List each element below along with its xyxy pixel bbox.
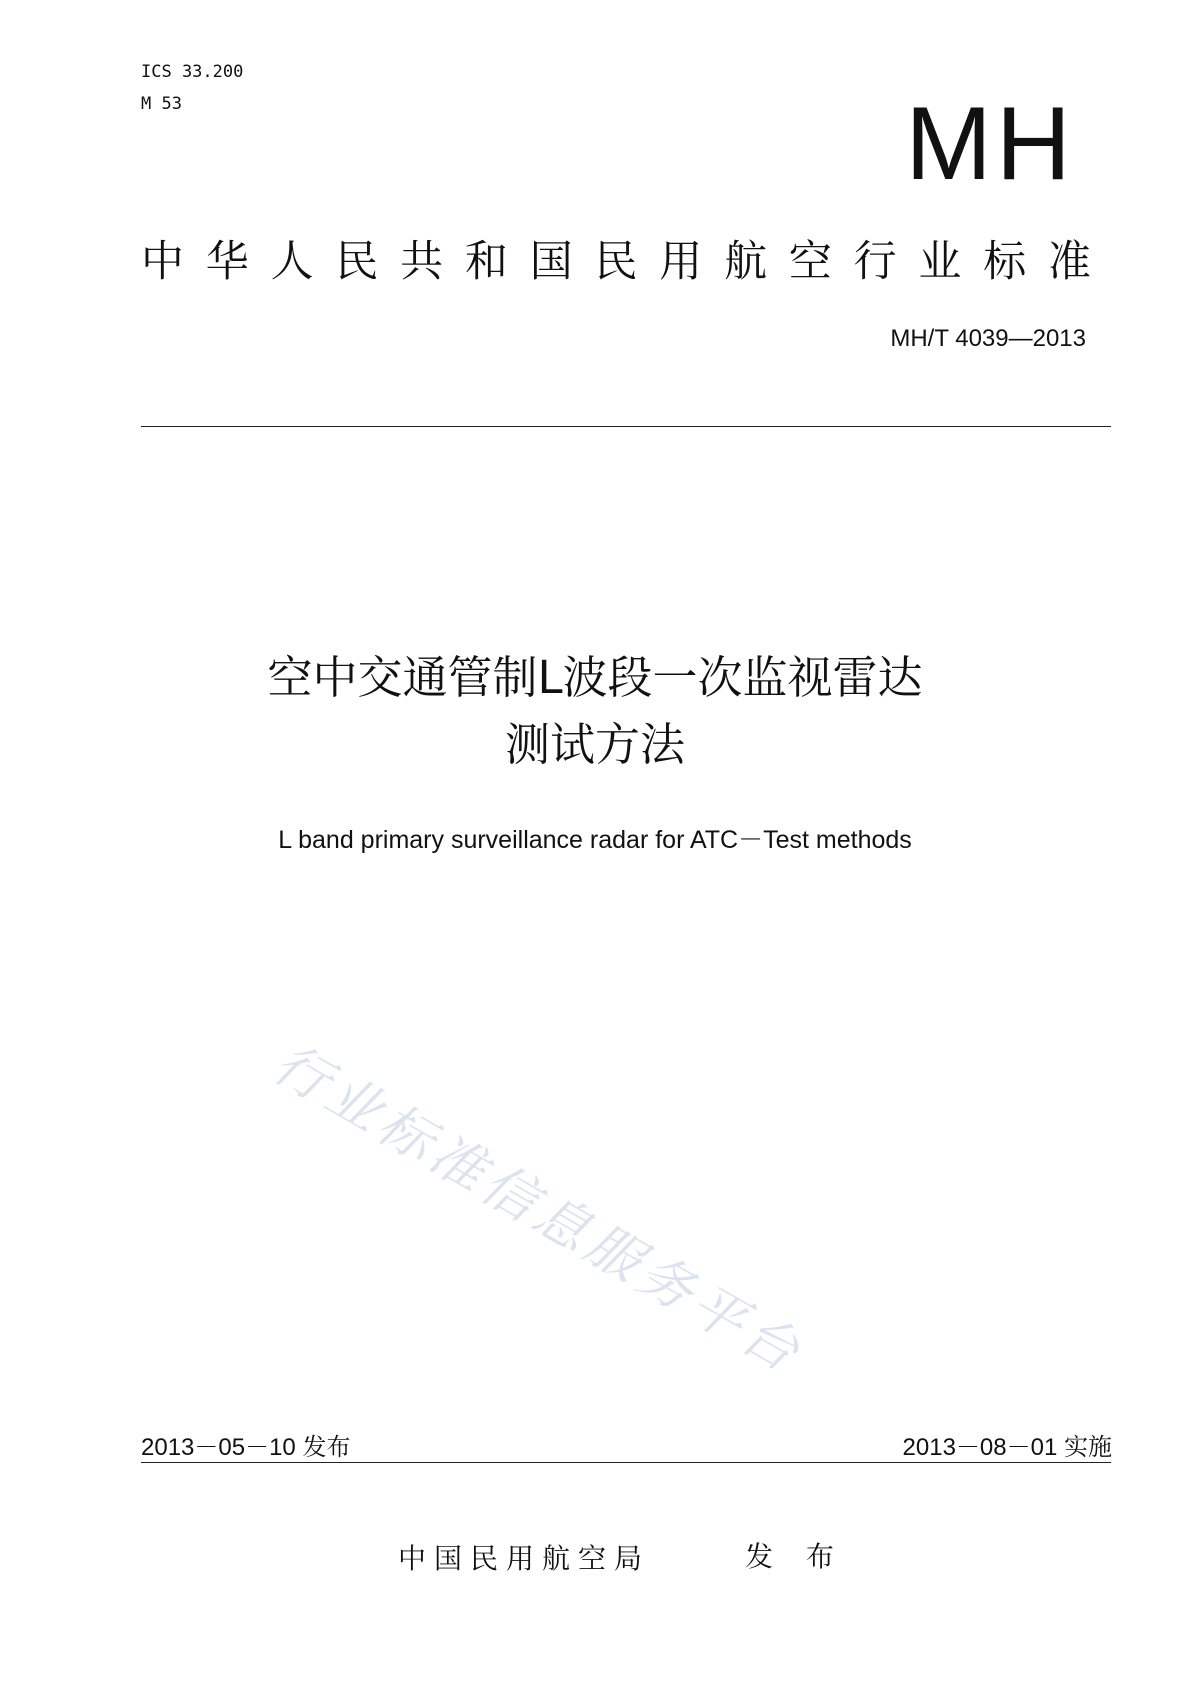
- classification-code: M 53: [141, 94, 182, 114]
- title-chinese-line-1: 空中交通管制L波段一次监视雷达: [267, 651, 923, 704]
- watermark: 行业标准信息服务平台: [263, 1031, 815, 1387]
- implementation-date: 2013－08－01 实施: [902, 1434, 1112, 1461]
- title-chinese-line-2: 测试方法: [504, 718, 685, 771]
- issue-date: 2013－05－10 发布: [141, 1434, 351, 1461]
- footer-divider: [141, 1462, 1111, 1463]
- ics-code: ICS 33.200: [141, 62, 244, 82]
- issuing-authority: 中国民用航空局: [398, 1542, 651, 1575]
- title-english: L band primary surveillance radar for ATC－Test methods: [278, 826, 912, 854]
- issuer-action: 发 布: [745, 1540, 846, 1573]
- standard-category: 中华人民共和国民用航空行业标准: [141, 237, 1091, 287]
- header-divider: [141, 426, 1111, 427]
- mh-logo: MH: [905, 86, 1075, 202]
- standard-number: MH/T 4039—2013: [890, 325, 1086, 352]
